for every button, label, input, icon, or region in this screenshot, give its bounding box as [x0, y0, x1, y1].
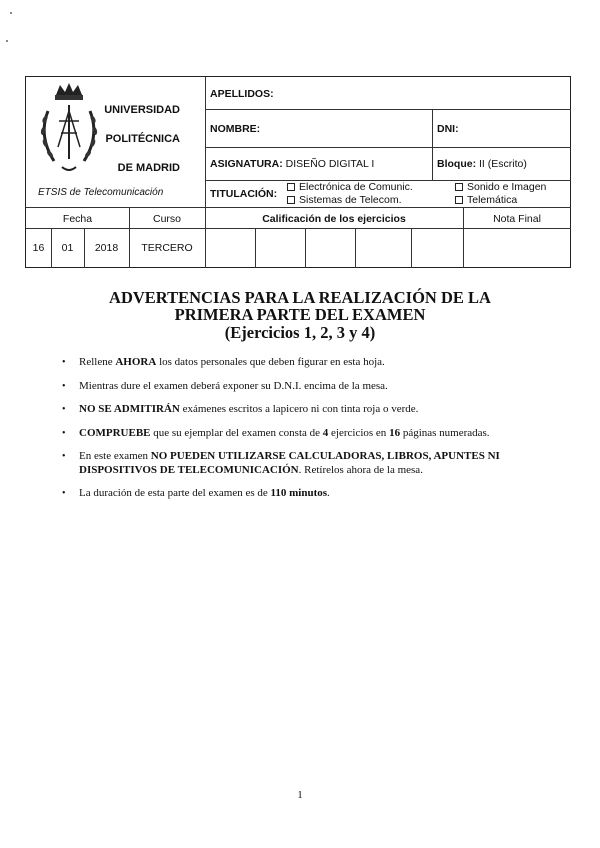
- grade-cell[interactable]: [206, 229, 255, 268]
- titulacion-option[interactable]: Telemática: [455, 194, 517, 206]
- bloque-row: [437, 158, 527, 170]
- nombre-label: NOMBRE:: [210, 123, 261, 135]
- asignatura-label: ASIGNATURA:: [210, 158, 283, 170]
- checkbox-icon[interactable]: [287, 183, 295, 191]
- calificacion-label: Calificación de los ejercicios: [262, 213, 406, 225]
- scan-speck: [10, 12, 12, 14]
- list-item: • NO SE ADMITIRÁN exámenes escritos a lapicero ni con tinta roja o verde.: [62, 403, 522, 417]
- fecha-label: Fecha: [62, 213, 93, 225]
- grade-cell[interactable]: [256, 229, 305, 268]
- school-name: ETSIS de Telecomunicación: [38, 187, 164, 198]
- checkbox-icon[interactable]: [287, 196, 295, 204]
- university-line-2: POLITÉCNICA: [105, 133, 180, 145]
- nombre-field[interactable]: [266, 113, 426, 143]
- checkbox-icon[interactable]: [455, 196, 463, 204]
- grade-cell[interactable]: [412, 229, 463, 268]
- titulacion-option[interactable]: Electrónica de Comunic.: [287, 181, 413, 193]
- apellidos-label: APELLIDOS:: [210, 88, 274, 100]
- list-item: • COMPRUEBE que su ejemplar del examen consta de 4 ejercicios en 16 páginas numeradas.: [62, 427, 522, 441]
- instructions-title-line-2: PRIMERA PARTE DEL EXAMEN: [174, 305, 426, 324]
- asignatura-value: DISEÑO DIGITAL I: [285, 158, 375, 170]
- exam-header-table: [25, 76, 571, 268]
- university-line-1: UNIVERSIDAD: [104, 104, 180, 116]
- curso-value: TERCERO: [141, 242, 193, 254]
- curso-label: Curso: [152, 213, 181, 225]
- dni-field[interactable]: [462, 113, 566, 143]
- instructions-title-line-3: (Ejercicios 1, 2, 3 y 4): [224, 323, 376, 342]
- apellidos-field[interactable]: [286, 81, 566, 105]
- fecha-month: 01: [61, 242, 74, 254]
- list-item: • La duración de esta parte del examen es de 110 minutos.: [62, 487, 522, 501]
- list-item: • Mientras dure el examen deberá exponer su D.N.I. encima de la mesa.: [62, 380, 522, 394]
- nota-final-label: Nota Final: [493, 213, 541, 225]
- page-number: 1: [297, 789, 303, 801]
- list-item: • Rellene AHORA los datos personales que deben figurar en esta hoja.: [62, 356, 522, 370]
- instructions-title-line-1: ADVERTENCIAS PARA LA REALIZACIÓN DE LA: [109, 288, 491, 307]
- final-grade-cell[interactable]: [464, 229, 571, 268]
- university-name: [26, 77, 193, 177]
- bloque-value: II (Escrito): [479, 158, 527, 170]
- dni-label: DNI:: [437, 123, 459, 135]
- university-line-3: DE MADRID: [117, 162, 180, 174]
- fecha-year: 2018: [94, 242, 119, 254]
- asignatura-row: [210, 158, 374, 170]
- titulacion-label: TITULACIÓN:: [210, 188, 278, 200]
- fecha-day: 16: [32, 242, 45, 254]
- instructions-list: [62, 356, 522, 511]
- list-item: • En este examen NO PUEDEN UTILIZARSE CALCULADORAS, LIBROS, APUNTES NI DISPOSITIVOS DE TELECOMUNICACIÓN. Retírelos ahora de la mesa.: [62, 450, 522, 477]
- checkbox-icon[interactable]: [455, 183, 463, 191]
- scan-speck: [6, 40, 8, 42]
- grade-cell[interactable]: [356, 229, 411, 268]
- titulacion-option[interactable]: Sistemas de Telecom.: [287, 194, 402, 206]
- grade-cell[interactable]: [306, 229, 355, 268]
- titulacion-option[interactable]: Sonido e Imagen: [455, 181, 546, 193]
- bloque-label: Bloque:: [437, 158, 477, 170]
